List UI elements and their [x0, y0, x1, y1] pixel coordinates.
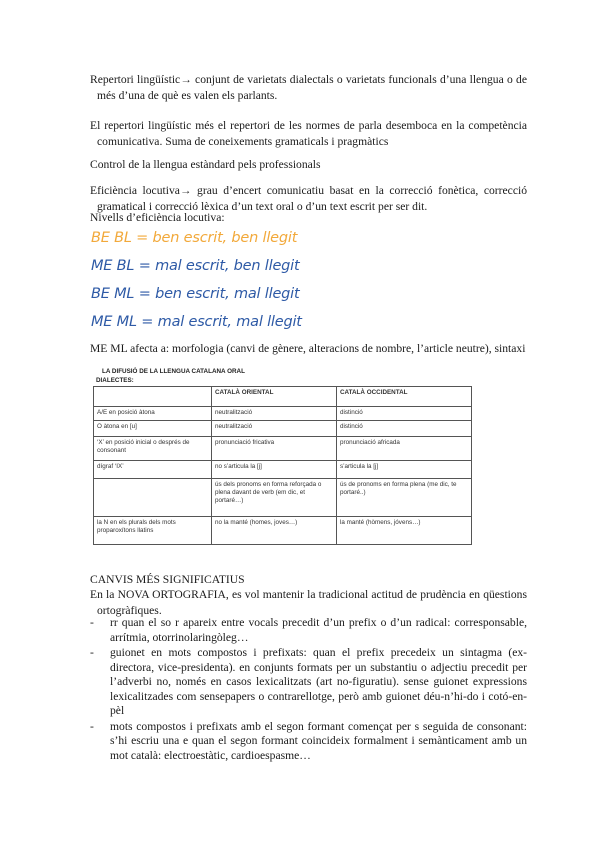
list-item: - guionet en mots compostos i prefixats: quan el prefix precedeix un sintagma (ex-directora, vice-presidenta). en conjunts formats per un substantiu o adjectiu precedit per l’adverbi no, només en casos lexicalitzats (art no-figuratiu). sense guionet expressions lexicalitzades com sensepapers o contrarellotge, però amb guionet déu-n’hi-do i cotó-en-pèl — [90, 646, 527, 719]
table-cell: dígraf ‘IX’ — [94, 461, 212, 479]
table-header-row — [94, 387, 472, 407]
table-cell: la N en els plurals dels mots proparoxítons llatins — [94, 517, 212, 545]
table-cell: distinció — [337, 407, 472, 421]
level-be-ml: BE ML = ben escrit, mal llegit — [91, 286, 300, 302]
paragraph-meml-note: ME ML afecta a: morfologia (canvi de gènere, alteracions de nombre, l’article neutre), sintaxi — [90, 342, 526, 355]
table-row — [94, 437, 472, 461]
table-cell — [94, 479, 212, 517]
list-item: - rr quan el so r apareix entre vocals precedit d’un prefix o d’un radical: corresponsable, arrítmia, otorrinolaringòleg… — [90, 616, 527, 645]
table-cell: no la manté (homes, joves…) — [212, 517, 337, 545]
table-cell: O àtona en [u] — [94, 421, 212, 437]
table-cell: neutralització — [212, 421, 337, 437]
table-cell: pronunciació fricativa — [212, 437, 337, 461]
paragraph-nova-ortografia: En la NOVA ORTOGRAFIA, es vol mantenir la tradicional actitud de prudència en qüestions ortogràfiques. — [90, 588, 527, 617]
table-cell: ús de pronoms en forma plena (me dic, te portaré..) — [337, 479, 472, 517]
paragraph-control: Control de la llengua estàndard pels professionals — [90, 158, 321, 171]
table-header-cell: CATALÀ OCCIDENTAL — [337, 387, 472, 407]
table-cell: neutralització — [212, 407, 337, 421]
table-cell: A/E en posició àtona — [94, 407, 212, 421]
table-header-cell: CATALÀ ORIENTAL — [212, 387, 337, 407]
table-cell: s’articula la [j] — [337, 461, 472, 479]
table-cell: distinció — [337, 421, 472, 437]
table-title: LA DIFUSIÓ DE LA LLENGUA CATALANA ORAL — [102, 368, 245, 375]
table-row — [94, 421, 472, 437]
changes-list — [90, 616, 527, 764]
dialect-table — [93, 386, 472, 545]
paragraph-nivells: Nivells d’eficiència locutiva: — [90, 211, 225, 224]
table-cell: pronunciació africada — [337, 437, 472, 461]
paragraph-repertori: Repertori lingüístic→ conjunt de varietats dialectals o varietats funcionals d’una llengua o de més d’una de què es valen els parlants. — [90, 73, 527, 102]
level-me-ml: ME ML = mal escrit, mal llegit — [91, 314, 302, 330]
paragraph-eficiencia: Eficiència locutiva→ grau d’encert comunicatiu basat en la correcció fonètica, correcció gramatical i correcció lèxica d’un text oral o d’un text escrit per ser dit. — [90, 184, 527, 213]
table-header-cell — [94, 387, 212, 407]
table-cell: ús dels pronoms en forma reforçada o plena davant de verb (em dic, et portaré…) — [212, 479, 337, 517]
table-row — [94, 479, 472, 517]
table-cell: no s’articula la [j] — [212, 461, 337, 479]
table-cell: ‘X’ en posició inicial o després de consonant — [94, 437, 212, 461]
paragraph-competencia: El repertori lingüístic més el repertori de les normes de parla desemboca en la competència comunicativa. Suma de coneixements gramaticals i pragmàtics — [90, 119, 527, 148]
table-row — [94, 461, 472, 479]
section-heading-canvis: CANVIS MÉS SIGNIFICATIUS — [90, 573, 245, 586]
table-row — [94, 517, 472, 545]
table-cell: la manté (hòmens, jóvens…) — [337, 517, 472, 545]
level-me-bl: ME BL = mal escrit, ben llegit — [91, 258, 300, 274]
table-subtitle: DIALECTES: — [96, 377, 134, 384]
list-item: - mots compostos i prefixats amb el segon formant començat per s seguida de consonant: s’hi escriu una e quan el segon formant coincideix formalment i semànticament amb un mot català: electroestàtic, cardioespasme… — [90, 720, 527, 764]
level-be-bl: BE BL = ben escrit, ben llegit — [91, 230, 298, 246]
table-row — [94, 407, 472, 421]
